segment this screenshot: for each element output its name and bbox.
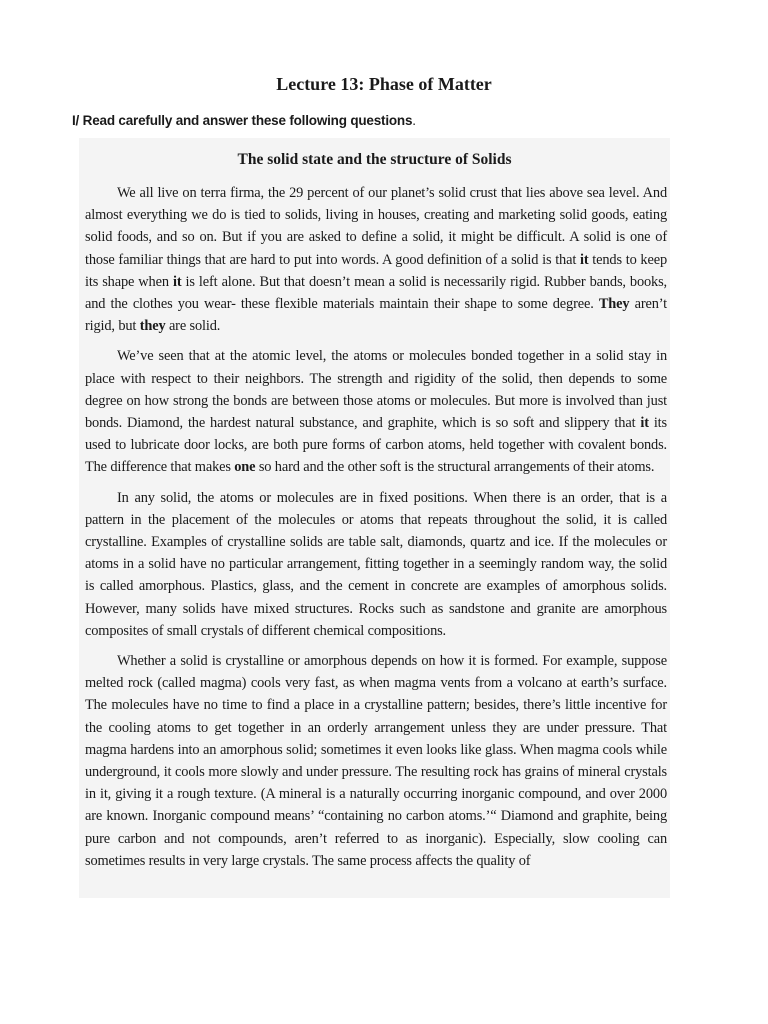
paragraph [85, 182, 667, 337]
instruction-line [72, 112, 416, 130]
paragraph-text: aren’t rigid, but [85, 296, 667, 335]
paragraph [85, 345, 667, 478]
paragraph [85, 650, 667, 872]
emphasized-word: They [598, 296, 630, 313]
paragraph-text: so hard and the other soft is the structural arrangements of their atoms. [255, 459, 655, 476]
paragraph-text: We all live on terra firma, the 29 percent of our planet’s solid crust that lies above sea level. And almost everything we do is tied to solids, living in houses, creating and marketing solid goods, eating solid foods, and so on. But if you are asked to define a solid, it might be difficult. A solid is one of those familiar things that are hard to put into words. A good definition of a solid is that [85, 185, 667, 268]
paragraph-text: We’ve seen that at the atomic level, the atoms or molecules bonded together in a solid stay in place with respect to their neighbors. The strength and rigidity of the solid, then depends to some degree on how strong the bonds are between those atoms or molecules. But more is involved than just bonds. Diamond, the hardest natural substance, and graphite, which is so soft and slippery that [85, 348, 667, 432]
paragraph-text: is left alone. But that doesn’t mean a solid is necessarily rigid. Rubber bands, books, and the clothes you wear- these flexible materials maintain their shape to some degree. [85, 273, 668, 313]
paragraph [85, 487, 667, 642]
paragraph-text: In any solid, the atoms or molecules are in fixed positions. When there is an order, that is a pattern in the placement of the molecules or atoms that repeats throughout the solid, it is called crystalline. Examples of crystalline solids are table salt, diamonds, quartz and ice. If the molecules or atoms in a solid have no particular arrangement, fitting together in a seemingly random way, the solid is called amorphous. Plastics, glass, and the cement in concrete are examples of amorphous solids. However, many solids have mixed structures. Rocks such as sandstone and granite are amorphous composites of small crystals of different chemical compositions. [85, 489, 667, 639]
reading-passage [79, 138, 670, 898]
instruction-punctuation: . [412, 113, 416, 128]
page-title: Lecture 13: Phase of Matter [276, 74, 492, 94]
paragraph-text: are solid. [165, 318, 221, 335]
passage-title: The solid state and the structure of Solids [237, 151, 512, 168]
emphasized-word: it [640, 415, 649, 432]
emphasized-word: they [139, 318, 166, 335]
emphasized-word: it [172, 273, 182, 290]
instruction-text: I/ Read carefully and answer these following questions [72, 113, 413, 128]
emphasized-word: it [580, 251, 589, 268]
passage-body [85, 182, 667, 880]
paragraph-text: tends to keep its shape when [85, 251, 667, 290]
emphasized-word: one [234, 459, 256, 476]
paragraph-text: its used to lubricate door locks, are both pure forms of carbon atoms, held together with covalent bonds. The difference that makes [85, 415, 667, 476]
paragraph-text: Whether a solid is crystalline or amorphous depends on how it is formed. For example, suppose melted rock (called magma) cools very fast, as when magma vents from a volcano at earth’s surface. The molecules have no time to find a place in a crystalline pattern; besides, there’s little incentive for the cooling atoms to get together in an orderly arrangement unless they are under pressure. That magma hardens into an amorphous solid; sometimes it even looks like glass. When magma cools while underground, it cools more slowly and under pressure. The resulting rock has grains of mineral crystals in it, giving it a rough texture. (A mineral is a naturally occurring inorganic compound, and over 2000 are known. Inorganic compound means’ “containing no carbon atoms.’“ Diamond and graphite, being pure carbon and not compounds, aren’t referred to as inorganic). Especially, slow cooling can sometimes results in very large crystals. The same process affects the quality of [85, 653, 667, 869]
